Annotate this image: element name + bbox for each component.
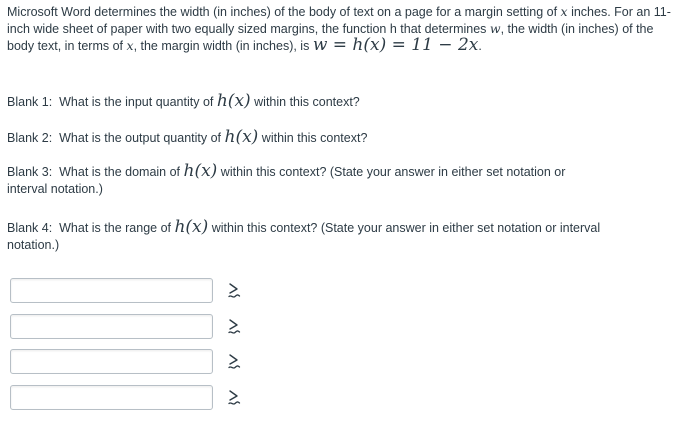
blank-text-before: What is the range of: [59, 221, 175, 235]
blank-2-question: [7, 129, 367, 147]
blank-4-question: [7, 219, 607, 253]
equation-editor-icon[interactable]: [227, 319, 241, 335]
function-h-of-x: h(x): [224, 127, 259, 147]
answer-input-3[interactable]: [10, 349, 213, 374]
answer-row-2: [10, 313, 215, 340]
function-h-of-x: h(x): [183, 161, 218, 181]
intro-paragraph: [7, 4, 675, 55]
intro-end: .: [478, 39, 482, 53]
answer-input-2[interactable]: [10, 314, 213, 339]
intro-text-1: Microsoft Word determines the width (in inches) of the body of text on a page for a margin setting of: [7, 5, 561, 19]
blank-text-after: within this context? (State your answer in either set notation or interval notation.): [7, 165, 566, 196]
blank-text-after: within this context?: [250, 95, 360, 109]
equation-editor-icon[interactable]: [227, 390, 241, 406]
answer-row-4: [10, 384, 215, 411]
blank-1-question: [7, 93, 360, 111]
blank-label: Blank 3:: [7, 165, 53, 179]
blank-text-before: What is the output quantity of: [59, 131, 225, 145]
blank-text-after: within this context? (State your answer in either set notation or interval notation.): [7, 221, 601, 252]
var-x: x: [126, 38, 134, 53]
answer-input-4[interactable]: [10, 385, 213, 410]
blank-3-question: [7, 163, 607, 197]
intro-text-2: inches. For an 11-inch wide sheet of paper with two equally sized margins, the function h that determines: [7, 5, 671, 36]
intro-text-4: , the margin width (in inches), is: [133, 39, 313, 53]
equation-editor-icon[interactable]: [227, 283, 241, 299]
blank-label: Blank 2:: [7, 131, 53, 145]
blank-label: Blank 4:: [7, 221, 53, 235]
intro-text-3: , the width (in inches) of the body text, in terms of: [7, 21, 654, 53]
blank-text-before: What is the domain of: [59, 165, 184, 179]
var-x: x: [560, 4, 568, 19]
var-w: w: [489, 20, 501, 36]
equation-editor-icon[interactable]: [227, 354, 241, 370]
function-equation: w = h(x) = 11 − 2x: [312, 35, 479, 55]
answer-row-3: [10, 348, 215, 375]
function-h-of-x: h(x): [174, 217, 209, 237]
function-h-of-x: h(x): [216, 91, 251, 111]
blank-text-before: What is the input quantity of: [59, 95, 217, 109]
question-intro: [7, 4, 675, 55]
blank-text-after: within this context?: [258, 131, 368, 145]
blank-label: Blank 1:: [7, 95, 53, 109]
answer-row-1: [10, 277, 215, 304]
answer-input-1[interactable]: [10, 278, 213, 303]
